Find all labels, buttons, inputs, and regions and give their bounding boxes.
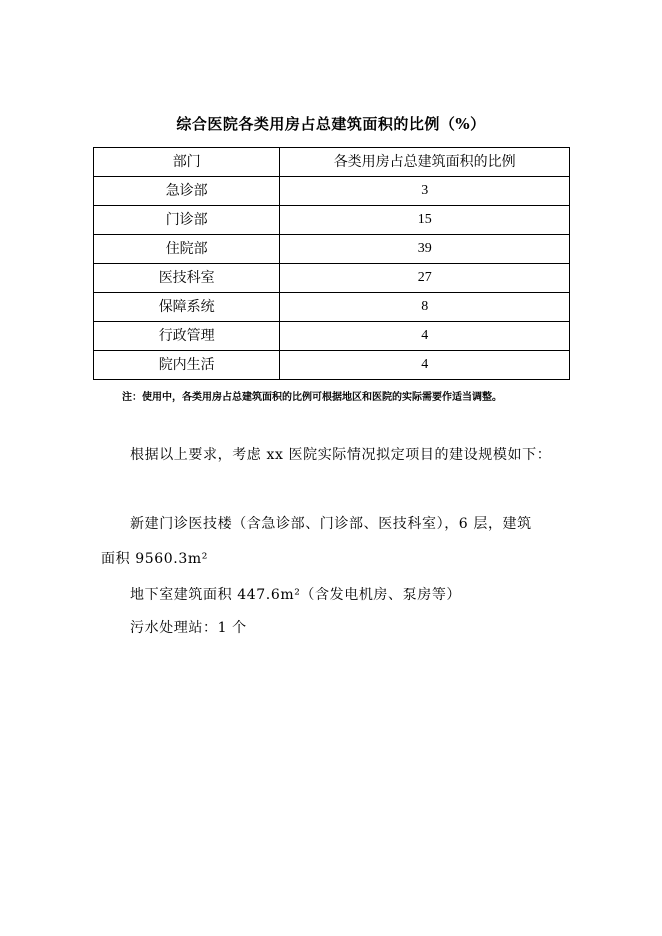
table-row — [94, 293, 570, 322]
table-row — [94, 351, 570, 380]
scale-item-outpatient-line2: 面积 9560.3m² — [101, 551, 208, 567]
ratio-cell: 8 — [280, 293, 570, 322]
column-header-department: 部门 — [94, 148, 280, 177]
table-row — [94, 322, 570, 351]
ratio-cell: 27 — [280, 264, 570, 293]
ratio-cell: 3 — [280, 177, 570, 206]
table-row — [94, 264, 570, 293]
department-cell: 保障系统 — [94, 293, 280, 322]
department-cell: 急诊部 — [94, 177, 280, 206]
table-row — [94, 177, 570, 206]
scale-item-basement: 地下室建筑面积 447.6m²（含发电机房、泵房等） — [130, 587, 462, 603]
table-title: 综合医院各类用房占总建筑面积的比例（%） — [176, 115, 486, 133]
department-cell: 医技科室 — [94, 264, 280, 293]
department-cell: 门诊部 — [94, 206, 280, 235]
table-row — [94, 235, 570, 264]
department-cell: 行政管理 — [94, 322, 280, 351]
table-row — [94, 206, 570, 235]
ratio-cell: 4 — [280, 322, 570, 351]
column-header-ratio: 各类用房占总建筑面积的比例 — [280, 148, 570, 177]
ratio-cell: 4 — [280, 351, 570, 380]
ratio-cell: 39 — [280, 235, 570, 264]
scale-item-sewage-station: 污水处理站：1 个 — [130, 620, 247, 636]
ratio-cell: 15 — [280, 206, 570, 235]
scale-item-outpatient-line1: 新建门诊医技楼（含急诊部、门诊部、医技科室），6 层，建筑 — [130, 516, 532, 532]
department-cell: 住院部 — [94, 235, 280, 264]
building-ratio-table — [93, 147, 570, 380]
table-header-row — [94, 148, 570, 177]
intro-paragraph: 根据以上要求，考虑 xx 医院实际情况拟定项目的建设规模如下： — [130, 447, 552, 463]
department-cell: 院内生活 — [94, 351, 280, 380]
table-note: 注：使用中，各类用房占总建筑面积的比例可根据地区和医院的实际需要作适当调整。 — [122, 392, 502, 403]
